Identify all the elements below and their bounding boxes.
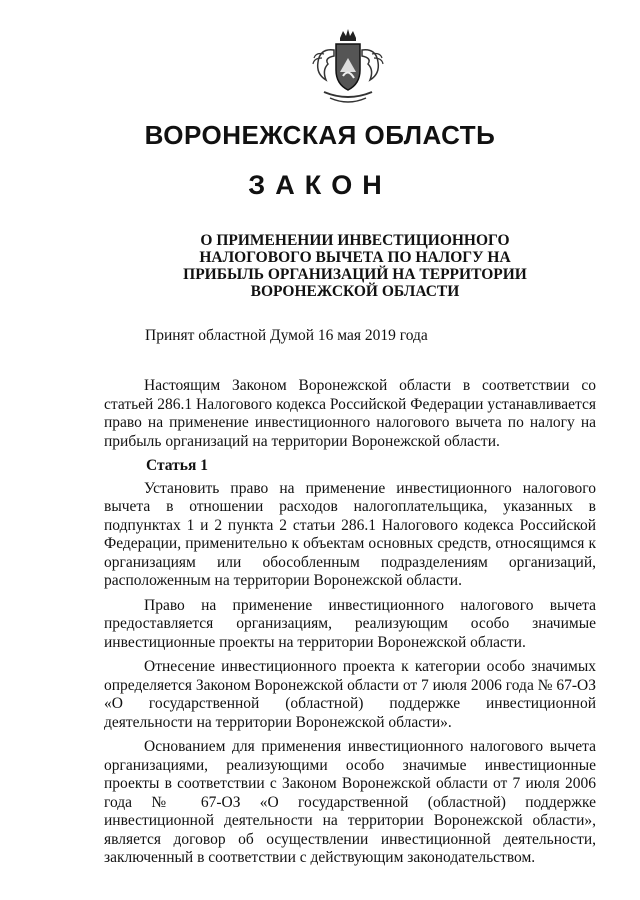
law-title-line: ПРИБЫЛЬ ОРГАНИЗАЦИЙ НА ТЕРРИТОРИИ [183, 266, 527, 283]
article-paragraph: Право на применение инвестиционного налогового вычета предоставляется организациям, реализующим особо значимые инвестиционные проекты на территории Воронежской области. [104, 596, 596, 651]
article-heading: Статья 1 [146, 457, 208, 474]
law-title-line: НАЛОГОВОГО ВЫЧЕТА ПО НАЛОГУ НА [199, 249, 511, 266]
article-paragraph: Отнесение инвестиционного проекта к категории особо значимых определяется Законом Воронежской области от 7 июля 2006 года № 67-ОЗ «О государственной (областной) поддержке инвестиционной деятельности на территории Воронежской области». [104, 658, 596, 731]
law-title-line: О ПРИМЕНЕНИИ ИНВЕСТИЦИОННОГО [200, 232, 510, 249]
document-type: ЗАКОН [248, 170, 392, 200]
article-paragraph: Основанием для применения инвестиционного налогового вычета организациями, реализующими особо значимые инвестиционные проекты в соответствии с Законом Воронежской области от 7 июля 2006 года № 67-ОЗ «О государственной (областной) поддержке инвестиционной деятельности на территории Воронежской области», является договор об осуществлении инвестиционной деятельности, заключенный в соответствии с действующим законодательством. [104, 738, 596, 866]
article-paragraph: Установить право на применение инвестиционного налогового вычета в отношении расходов налогоплательщика, указанных в подпунктах 1 и 2 пункта 2 статьи 286.1 Налогового кодекса Российской Федерации, применительно к объектам основных средств, относящимся к организациям или обособленным подразделениям организаций, расположенным на территории Воронежской области. [104, 479, 596, 589]
adoption-date: Принят областной Думой 16 мая 2019 года [145, 327, 428, 344]
law-title [140, 232, 570, 300]
law-body [104, 377, 596, 868]
region-heading: ВОРОНЕЖСКАЯ ОБЛАСТЬ [144, 120, 496, 150]
preamble-paragraph: Настоящим Законом Воронежской области в соответствии со статьей 286.1 Налогового кодекса Российской Федерации устанавливается право на применение инвестиционного налогового вычета по налогу на прибыль организаций на территории Воронежской области. [104, 377, 596, 450]
coat-of-arms-icon [310, 28, 386, 108]
law-title-line: ВОРОНЕЖСКОЙ ОБЛАСТИ [250, 283, 460, 300]
